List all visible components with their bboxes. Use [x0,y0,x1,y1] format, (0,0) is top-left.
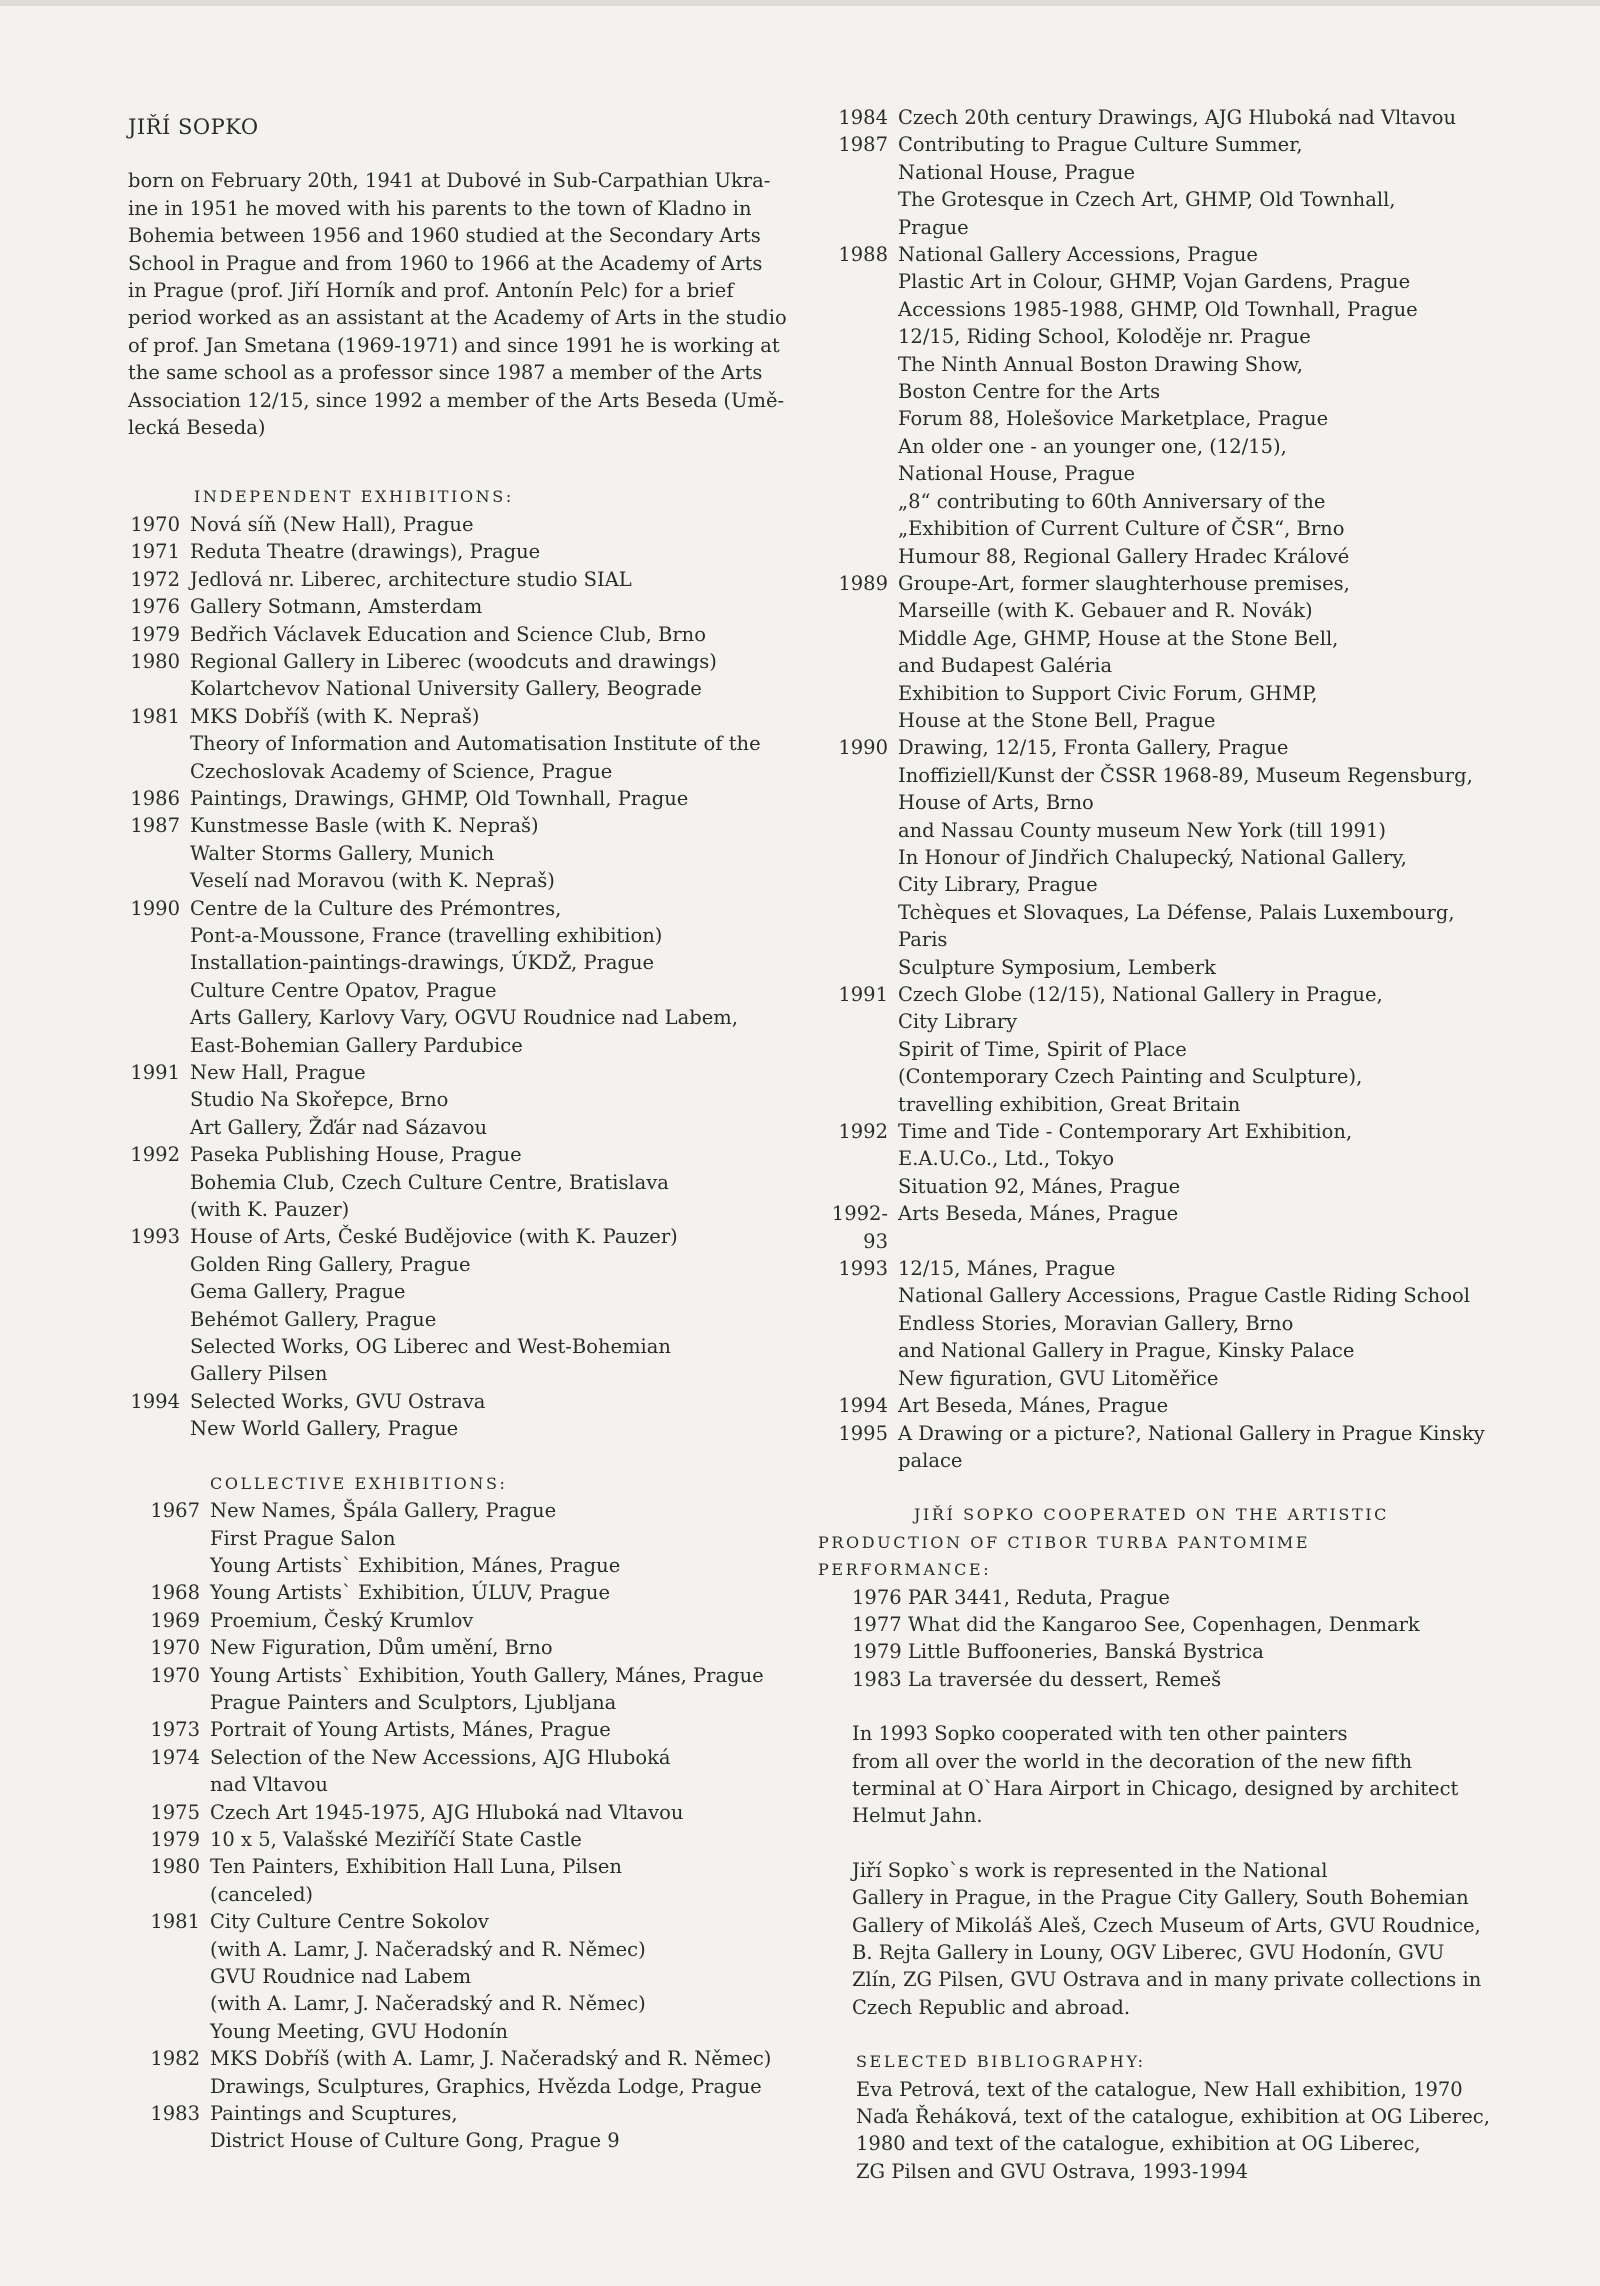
exhibition-year: 1969 [150,1608,200,1632]
biography [128,167,787,441]
exhibition-line: (with K. Pauzer) [190,1198,350,1222]
pantomime-entry: 1976 PAR 3441, Reduta, Prague [852,1585,1170,1609]
exhibition-line: Prague Painters and Sculptors, Ljubljana [210,1690,617,1714]
exhibition-lines [190,538,778,565]
exhibition-line: E.A.U.Co., Ltd., Tokyo [898,1147,1115,1171]
exhibition-line: Drawing, 12/15, Fronta Gallery, Prague [898,736,1289,760]
exhibition-entry [818,1420,1498,1475]
exhibition-lines [210,1497,778,1579]
exhibition-line: National House, Prague [898,462,1136,486]
exhibition-entry [128,1607,778,1634]
exhibition-entry [128,538,778,565]
bio-line: ine in 1951 he moved with his parents to the town of Kladno in [128,196,752,220]
exhibition-year: 1993 [838,1257,888,1281]
exhibition-entry [818,1118,1498,1200]
exhibition-line: Art Gallery, Žďár nad Sázavou [190,1115,488,1139]
independent-exhibitions-list [128,511,778,1443]
exhibition-line: Selected Works, GVU Ostrava [190,1389,486,1413]
ohare-line: terminal at O`Hara Airport in Chicago, designed by architect [852,1776,1459,1800]
exhibition-line: National Gallery Accessions, Prague [898,243,1258,267]
exhibition-line: A Drawing or a picture?, National Gallery in Prague Kinsky [898,1421,1485,1445]
exhibition-entry [818,104,1498,131]
exhibition-entry [128,1388,778,1443]
exhibition-lines [210,2045,778,2100]
exhibition-line: National House, Prague [898,160,1136,184]
exhibition-line: Drawings, Sculptures, Graphics, Hvězda Lodge, Prague [210,2074,762,2098]
exhibition-year: 1983 [150,2102,200,2126]
exhibition-line: National Gallery Accessions, Prague Castle Riding School [898,1284,1470,1308]
bibliography-line: Naďa Řeháková, text of the catalogue, exhibition at OG Liberec, [856,2105,1490,2129]
exhibition-line: 12/15, Mánes, Prague [898,1257,1116,1281]
exhibition-year: 1980 [130,649,180,673]
exhibition-line: Selection of the New Accessions, AJG Hluboká [210,1745,671,1769]
exhibition-entry [128,566,778,593]
exhibition-line: Arts Beseda, Mánes, Prague [898,1202,1179,1226]
exhibition-line: Bohemia Club, Czech Culture Centre, Bratislava [190,1170,669,1194]
exhibition-line: and Nassau County museum New York (till 1991) [898,818,1386,842]
exhibition-line: Paintings and Scuptures, [210,2102,458,2126]
exhibition-year: 1991 [838,983,888,1006]
exhibition-line: Contributing to Prague Culture Summer, [898,133,1303,157]
exhibition-year: 1967 [150,1499,200,1523]
ohare-paragraph [818,1720,1498,1830]
exhibition-line: Boston Centre for the Arts [898,380,1161,404]
exhibition-entry [128,1744,778,1799]
exhibition-line: Theory of Information and Automatisation Institute of the [190,732,761,756]
exhibition-line: Young Artists` Exhibition, Youth Gallery, Mánes, Prague [210,1663,764,1687]
exhibition-line: City Culture Centre Sokolov [210,1910,489,1934]
bibliography-list [818,2076,1498,2186]
exhibition-year: 1992-93 [831,1202,888,1253]
exhibition-line: Groupe-Art, former slaughterhouse premises, [898,571,1350,595]
exhibition-entry [128,621,778,648]
exhibition-year: 1987 [130,814,180,838]
bibliography-line: Eva Petrová, text of the catalogue, New Hall exhibition, 1970 [856,2077,1463,2101]
exhibition-line: Situation 92, Mánes, Prague [898,1174,1181,1198]
exhibition-line: Plastic Art in Colour, GHMP, Vojan Gardens, Prague [898,270,1411,294]
exhibition-entry [128,1223,778,1387]
exhibition-line: Czechoslovak Academy of Science, Prague [190,759,613,783]
exhibition-line: Young Meeting, GVU Hodonín [210,2019,508,2043]
exhibition-line: travelling exhibition, Great Britain [898,1092,1241,1116]
bio-line: born on February 20th, 1941 at Dubové in Sub-Carpathian Ukra- [128,169,771,193]
exhibition-line: City Library [898,1010,1018,1034]
exhibition-line: Paintings, Drawings, GHMP, Old Townhall, Prague [190,786,689,810]
exhibition-lines [190,593,778,620]
exhibition-line: Exhibition to Support Civic Forum, GHMP, [898,681,1318,705]
exhibition-year: 1971 [130,540,180,564]
exhibition-line: Proemium, Český Krumlov [210,1608,474,1632]
exhibition-entry [818,734,1498,981]
exhibition-year: 1970 [150,1636,200,1660]
exhibition-entry [128,2100,778,2155]
exhibition-line: Selected Works, OG Liberec and West-Bohemian [190,1335,671,1359]
exhibition-lines [190,785,778,812]
exhibition-line: Young Artists` Exhibition, Mánes, Prague [210,1553,621,1577]
exhibition-lines [898,570,1498,734]
bio-line: the same school as a professor since 1987 a member of the Arts [128,361,763,385]
ohare-line: Helmut Jahn. [852,1804,983,1828]
exhibition-line: City Library, Prague [898,873,1098,897]
exhibition-year: 1982 [150,2047,200,2071]
exhibition-year: 1979 [130,622,180,646]
collections-line: Gallery of Mikoláš Aleš, Czech Museum of Arts, GVU Roudnice, [852,1913,1481,1937]
collections-line: Jiří Sopko`s work is represented in the National [852,1858,1328,1882]
pantomime-heading-line: JIŘÍ SOPKO COOPERATED ON THE ARTISTIC [914,1505,1389,1525]
exhibition-entry [128,1141,778,1223]
exhibition-entry [128,1579,778,1606]
exhibition-line: Behémot Gallery, Prague [190,1307,437,1331]
exhibition-year: 1984 [838,106,888,129]
exhibition-entry [128,703,778,785]
bio-line: period worked as an assistant at the Academy of Arts in the studio [128,306,787,330]
exhibition-line: palace [898,1448,963,1472]
exhibition-line: New World Gallery, Prague [190,1417,459,1441]
exhibition-line: House of Arts, České Budějovice (with K. Pauzer) [190,1225,678,1249]
exhibition-line: Prague [898,215,969,239]
exhibition-line: Regional Gallery in Liberec (woodcuts and drawings) [190,649,717,673]
exhibition-year: 1992 [130,1143,180,1167]
exhibition-entry [818,1392,1498,1419]
bio-line: Bohemia between 1956 and 1960 studied at the Secondary Arts [128,224,761,248]
ohare-line: from all over the world in the decoration of the new fifth [852,1749,1413,1773]
exhibition-lines [190,648,778,703]
exhibition-line: Time and Tide - Contemporary Art Exhibition, [898,1120,1353,1144]
exhibition-line: Gallery Pilsen [190,1362,328,1386]
exhibition-line: Jedlová nr. Liberec, architecture studio SIAL [190,567,632,591]
exhibition-line: 10 x 5, Valašské Meziříčí State Castle [210,1827,582,1851]
exhibition-year: 1976 [130,595,180,619]
exhibition-year: 1970 [130,512,180,536]
exhibition-lines [210,1799,778,1826]
exhibition-lines [898,241,1498,570]
exhibition-entry [128,1497,778,1579]
exhibition-entry [818,981,1498,1118]
exhibition-line: Czech 20th century Drawings, AJG Hluboká nad Vltavou [898,106,1457,129]
exhibition-entry [818,1255,1498,1392]
exhibition-year: 1980 [150,1855,200,1879]
exhibition-year: 1994 [130,1389,180,1413]
exhibition-line: Arts Gallery, Karlovy Vary, OGVU Roudnice nad Labem, [190,1006,738,1030]
pantomime-heading-line: PERFORMANCE: [818,1560,992,1580]
exhibition-line: Culture Centre Opatov, Prague [190,978,497,1002]
exhibition-year: 1972 [130,567,180,591]
exhibition-line: and National Gallery in Prague, Kinsky Palace [898,1339,1355,1363]
exhibition-line: Gema Gallery, Prague [190,1280,406,1304]
exhibition-entry [128,2045,778,2100]
exhibition-line: Nová síň (New Hall), Prague [190,512,474,536]
exhibition-lines [898,981,1498,1118]
scan-edge [0,0,1600,6]
exhibition-line: GVU Roudnice nad Labem [210,1965,472,1988]
exhibition-line: (canceled) [210,1882,314,1906]
exhibition-line: Marseille (with K. Gebauer and R. Novák) [898,599,1313,623]
exhibition-year: 1989 [838,571,888,595]
exhibition-year: 1994 [838,1394,888,1418]
exhibition-entry [128,812,778,894]
exhibition-year: 1975 [150,1800,200,1824]
pantomime-heading-line: PRODUCTION OF CTIBOR TURBA PANTOMIME [818,1532,1311,1552]
exhibition-line: (with A. Lamr, J. Načeradský and R. Němec) [210,1992,646,2016]
collections-line: Gallery in Prague, in the Prague City Gallery, South Bohemian [852,1886,1469,1910]
exhibition-line: Inoffiziell/Kunst der ČSSR 1968-89, Museum Regensburg, [898,763,1473,787]
exhibition-line: Reduta Theatre (drawings), Prague [190,540,541,564]
exhibition-line: The Grotesque in Czech Art, GHMP, Old Townhall, [898,188,1396,212]
exhibition-year: 1973 [150,1718,200,1742]
bio-line: of prof. Jan Smetana (1969-1971) and since 1991 he is working at [128,333,780,357]
exhibition-line: Paris [898,928,948,952]
bio-line: in Prague (prof. Jiří Horník and prof. Antonín Pelc) for a brief [128,279,734,303]
exhibition-entry [818,570,1498,734]
exhibition-line: Spirit of Time, Spirit of Place [898,1037,1187,1061]
exhibition-lines [210,2100,778,2155]
exhibition-line: Czech Globe (12/15), National Gallery in Prague, [898,983,1383,1006]
exhibition-lines [190,703,778,785]
exhibition-entry [818,1200,1498,1255]
exhibition-lines [210,1634,778,1661]
exhibition-line: (with A. Lamr, J. Načeradský and R. Němec) [210,1937,646,1961]
exhibition-line: Installation-paintings-drawings, ÚKDŽ, Prague [190,951,655,975]
exhibition-lines [210,1853,778,1908]
exhibition-line: New Names, Špála Gallery, Prague [210,1499,557,1523]
exhibition-line: Centre de la Culture des Prémontres, [190,896,562,920]
exhibition-year: 1995 [838,1421,888,1445]
exhibition-line: In Honour of Jindřich Chalupecký, National Gallery, [898,845,1407,869]
exhibition-lines [210,1662,778,1717]
exhibition-line: Bedřich Václavek Education and Science Club, Brno [190,622,706,646]
exhibition-lines [210,1826,778,1853]
exhibition-line: Accessions 1985-1988, GHMP, Old Townhall, Prague [898,297,1418,321]
independent-exhibitions-heading: INDEPENDENT EXHIBITIONS: [194,487,514,507]
exhibition-line: „8“ contributing to 60th Anniversary of the [898,489,1326,513]
exhibition-lines [898,1392,1498,1419]
collective-exhibitions-list-continued [818,104,1498,1474]
exhibition-line: New Hall, Prague [190,1061,366,1084]
exhibition-line: An older one - an younger one, (12/15), [898,434,1287,458]
exhibition-year: 1981 [150,1910,200,1934]
exhibition-year: 1974 [150,1745,200,1769]
exhibition-entry [128,1908,778,2045]
exhibition-entry [818,131,1498,241]
exhibition-entry [128,1716,778,1743]
exhibition-line: Humour 88, Regional Gallery Hradec Králové [898,544,1350,568]
exhibition-line: Portrait of Young Artists, Mánes, Prague [210,1718,611,1742]
artist-name: JIŘÍ SOPKO [128,115,259,139]
exhibition-year: 1992 [838,1120,888,1144]
exhibition-line: MKS Dobříš (with A. Lamr, J. Načeradský and R. Němec) [210,2047,772,2071]
exhibition-entry [128,785,778,812]
exhibition-line: Sculpture Symposium, Lemberk [898,955,1216,979]
collections-line: B. Rejta Gallery in Louny, OGV Liberec, GVU Hodonín, GVU [852,1941,1445,1964]
collections-line: Czech Republic and abroad. [852,1995,1131,2019]
exhibition-entry [128,511,778,538]
exhibition-lines [898,1255,1498,1392]
exhibition-line: House of Arts, Brno [898,791,1094,815]
exhibition-year: 1990 [130,896,180,920]
bibliography-line: 1980 and text of the catalogue, exhibition at OG Liberec, [856,2132,1421,2156]
left-column [128,114,787,2155]
exhibition-line: East-Bohemian Gallery Pardubice [190,1033,523,1057]
exhibition-lines [210,1744,778,1799]
exhibition-line: Kolartchevov National University Gallery, Beograde [190,677,702,701]
bio-line: lecká Beseda) [128,416,266,440]
exhibition-line: Walter Storms Gallery, Munich [190,841,495,865]
exhibition-entry [128,648,778,703]
exhibition-line: MKS Dobříš (with K. Nepraš) [190,704,480,728]
exhibition-line: Endless Stories, Moravian Gallery, Brno [898,1311,1294,1335]
exhibition-year: 1968 [150,1581,200,1605]
exhibition-lines [190,1141,778,1223]
exhibition-lines [190,1388,778,1443]
bibliography-heading: SELECTED BIBLIOGRAPHY: [856,2052,1146,2072]
exhibition-line: Art Beseda, Mánes, Prague [898,1394,1169,1418]
exhibition-entry [128,1826,778,1853]
pantomime-entry: 1979 Little Buffooneries, Banská Bystrica [852,1640,1264,1664]
exhibition-year: 1979 [150,1827,200,1851]
exhibition-line: Forum 88, Holešovice Marketplace, Prague [898,407,1329,431]
exhibition-line: House at the Stone Bell, Prague [898,708,1216,732]
ohare-line: In 1993 Sopko cooperated with ten other painters [852,1722,1348,1746]
exhibition-year: 1990 [838,736,888,760]
exhibition-lines [898,131,1498,241]
exhibition-year: 1970 [150,1663,200,1687]
exhibition-lines [898,1118,1498,1200]
bibliography-line: ZG Pilsen and GVU Ostrava, 1993-1994 [856,2159,1249,2183]
exhibition-lines [898,104,1498,131]
exhibition-lines [210,1607,778,1634]
exhibition-entry [128,1662,778,1717]
exhibition-year: 1981 [130,704,180,728]
exhibition-lines [190,1223,778,1387]
exhibition-entry [128,1799,778,1826]
collections-line: Zlín, ZG Pilsen, GVU Ostrava and in many private collections in [852,1968,1482,1992]
exhibition-line: Middle Age, GHMP, House at the Stone Bell, [898,626,1339,650]
exhibition-lines [898,1200,1498,1255]
exhibition-line: (Contemporary Czech Painting and Sculpture), [898,1065,1363,1089]
pantomime-list [818,1584,1498,1694]
right-column [818,104,1498,2185]
exhibition-lines [190,812,778,894]
bio-line: Association 12/15, since 1992 a member of the Arts Beseda (Umě- [128,388,785,412]
exhibition-year: 1987 [838,133,888,157]
exhibition-line: District House of Culture Gong, Prague 9 [210,2129,620,2153]
exhibition-lines [190,566,778,593]
exhibition-line: Kunstmesse Basle (with K. Nepraš) [190,814,539,838]
exhibition-line: Paseka Publishing House, Prague [190,1143,522,1167]
exhibition-lines [190,621,778,648]
exhibition-lines [210,1579,778,1606]
exhibition-line: nad Vltavou [210,1773,328,1797]
exhibition-line: Czech Art 1945-1975, AJG Hluboká nad Vltavou [210,1800,684,1824]
exhibition-lines [190,895,778,1059]
exhibition-line: and Budapest Galéria [898,654,1113,678]
exhibition-line: Young Artists` Exhibition, ÚLUV, Prague [210,1581,610,1605]
exhibition-entry [818,241,1498,570]
exhibition-line: Pont-a-Moussone, France (travelling exhibition) [190,923,663,947]
exhibition-entry [128,1634,778,1661]
exhibition-line: Studio Na Skořepce, Brno [190,1088,449,1112]
collective-exhibitions-list [128,1497,778,2155]
exhibition-year: 1993 [130,1225,180,1249]
collective-exhibitions-heading: COLLECTIVE EXHIBITIONS: [210,1473,508,1493]
exhibition-year: 1988 [838,243,888,267]
exhibition-lines [210,1908,778,2045]
exhibition-line: New figuration, GVU Litoměřice [898,1366,1219,1390]
pantomime-heading [818,1501,1498,1583]
exhibition-line: „Exhibition of Current Culture of ČSR“, Brno [898,517,1345,541]
exhibition-line: New Figuration, Dům umění, Brno [210,1636,553,1660]
collections-paragraph [818,1857,1498,2021]
exhibition-line: Ten Painters, Exhibition Hall Luna, Pilsen [210,1855,622,1879]
exhibition-entry [128,895,778,1059]
bio-line: School in Prague and from 1960 to 1966 at the Academy of Arts [128,251,763,275]
exhibition-entry [128,593,778,620]
exhibition-line: First Prague Salon [210,1526,396,1550]
pantomime-entry: 1977 What did the Kangaroo See, Copenhagen, Denmark [852,1612,1420,1636]
exhibition-line: Golden Ring Gallery, Prague [190,1252,471,1276]
exhibition-line: 12/15, Riding School, Koloděje nr. Prague [898,325,1311,349]
exhibition-line: Tchèques et Slovaques, La Défense, Palais Luxembourg, [898,900,1455,924]
pantomime-entry: 1983 La traversée du dessert, Remeš [852,1667,1222,1691]
exhibition-line: The Ninth Annual Boston Drawing Show, [898,352,1303,376]
exhibition-entry [128,1059,778,1141]
exhibition-year: 1986 [130,786,180,810]
exhibition-lines [210,1716,778,1743]
exhibition-line: Veselí nad Moravou (with K. Nepraš) [190,869,555,893]
exhibition-lines [190,511,778,538]
exhibition-line: Gallery Sotmann, Amsterdam [190,595,483,619]
exhibition-lines [898,734,1498,981]
exhibition-lines [190,1059,778,1141]
exhibition-lines [898,1420,1498,1475]
exhibition-year: 1991 [130,1061,180,1084]
exhibition-entry [128,1853,778,1908]
